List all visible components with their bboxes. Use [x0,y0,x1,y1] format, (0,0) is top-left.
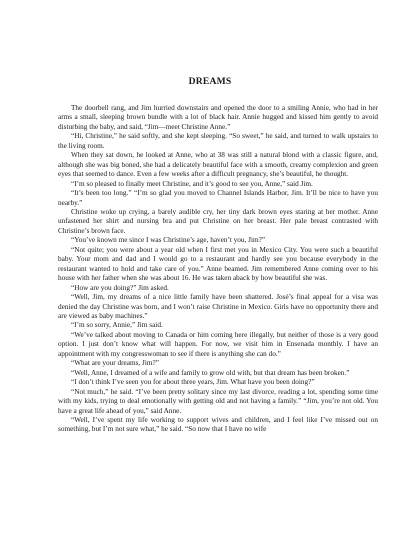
paragraph: “I don’t think I’ve seen you for about three years, Jim. What have you been doing?” [71,378,315,387]
paragraph: “We’ve talked about moving to Canada or him coming here illegally, but neither of those is a very good option. I just don’t know what will happen. For now, we visit him in Ensenada monthly. I have an appointment with my congresswoman to see if there is anything she can do.” [58,330,378,358]
paragraph: “What are your dreams, Jim?” [71,359,159,368]
paragraph: “You’ve known me since I was Christine’s age, haven’t you, Jim?” [71,236,266,245]
paragraph: “It’s been too long.” “I’m so glad you moved to Channel Islands Harbor, Jim. It’ll be nice to have you nearby.” [58,189,378,207]
paragraph: “Well, I’ve spent my life working to support wives and children, and I feel like I’ve missed out on something, but I’m not sure what,” he said. “So now that I have no wife [58,415,378,434]
paragraph: “I’m so pleased to finally meet Christine, and it’s good to see you, Anne,” said Jim. [71,179,313,188]
paragraph: “I’m so sorry, Annie,” Jim said. [71,321,163,330]
paragraph: “Well, Anne, I dreamed of a wife and family to grow old with, but that dream has been broken.” [71,368,350,377]
paragraph: The doorbell rang, and Jim hurried downstairs and opened the door to a smiling Annie, who had in her arms a small, sleeping brown bundle with a lot of black hair. Annie hugged and kissed him gently to avoid disturbing the baby, and said, “Jim—meet Christine Anne.” [58,104,378,131]
paragraph: When they sat down, he looked at Anne, who at 38 was still a natural blond with a classic figure, and, although she was big boned, she had a delicately beautiful face with a smooth, creamy complexion and green eyes that seemed to dance. Even a few weeks after a difficult pregnancy, she’s beautiful, he thought. [58,151,378,179]
paragraph: “How are you doing?” Jim asked. [71,283,169,292]
paragraph: “Not quite; you were about a year old when I first met you in Mexico City. You were such a beautiful baby. Your mom and dad and I would go to a restaurant and hardly see you because everybody in the restaurant wanted to hold and take care of you.” Anne beamed. Jim remembered Anne coming over to his house with her father when she was about 16. He was taken aback by how beautiful she was. [58,245,378,283]
paragraph: “Not much,” he said. “I’ve been pretty solitary since my last divorce, reading a lot, spending some time with my kids, trying to deal emotionally with getting old and not having a family.” “Jim, you’re not old. You have a great life ahead of you,” said Anne. [58,387,378,415]
chapter-title: DREAMS [188,76,232,87]
paragraph: Christine woke up crying, a barely audible cry, her tiny dark brown eyes staring at her mother. Anne unfastened her shirt and nursing bra and put Christine on her breast. Her pale breast contrasted with Christine’s brown face. [58,207,378,235]
paragraph: “Well, Jim, my dreams of a nice little family have been shattered. José’s final appeal for a visa was denied the day Christine was born, and I won’t raise Christine in Mexico. Girls have no opportunity there and are viewed as baby machines.” [58,293,378,320]
body-text [58,104,378,435]
paragraph: “Hi, Christine,” he said softly, and she kept sleeping. “So sweet,” he said, and turned to walk upstairs to the living room. [58,132,378,150]
